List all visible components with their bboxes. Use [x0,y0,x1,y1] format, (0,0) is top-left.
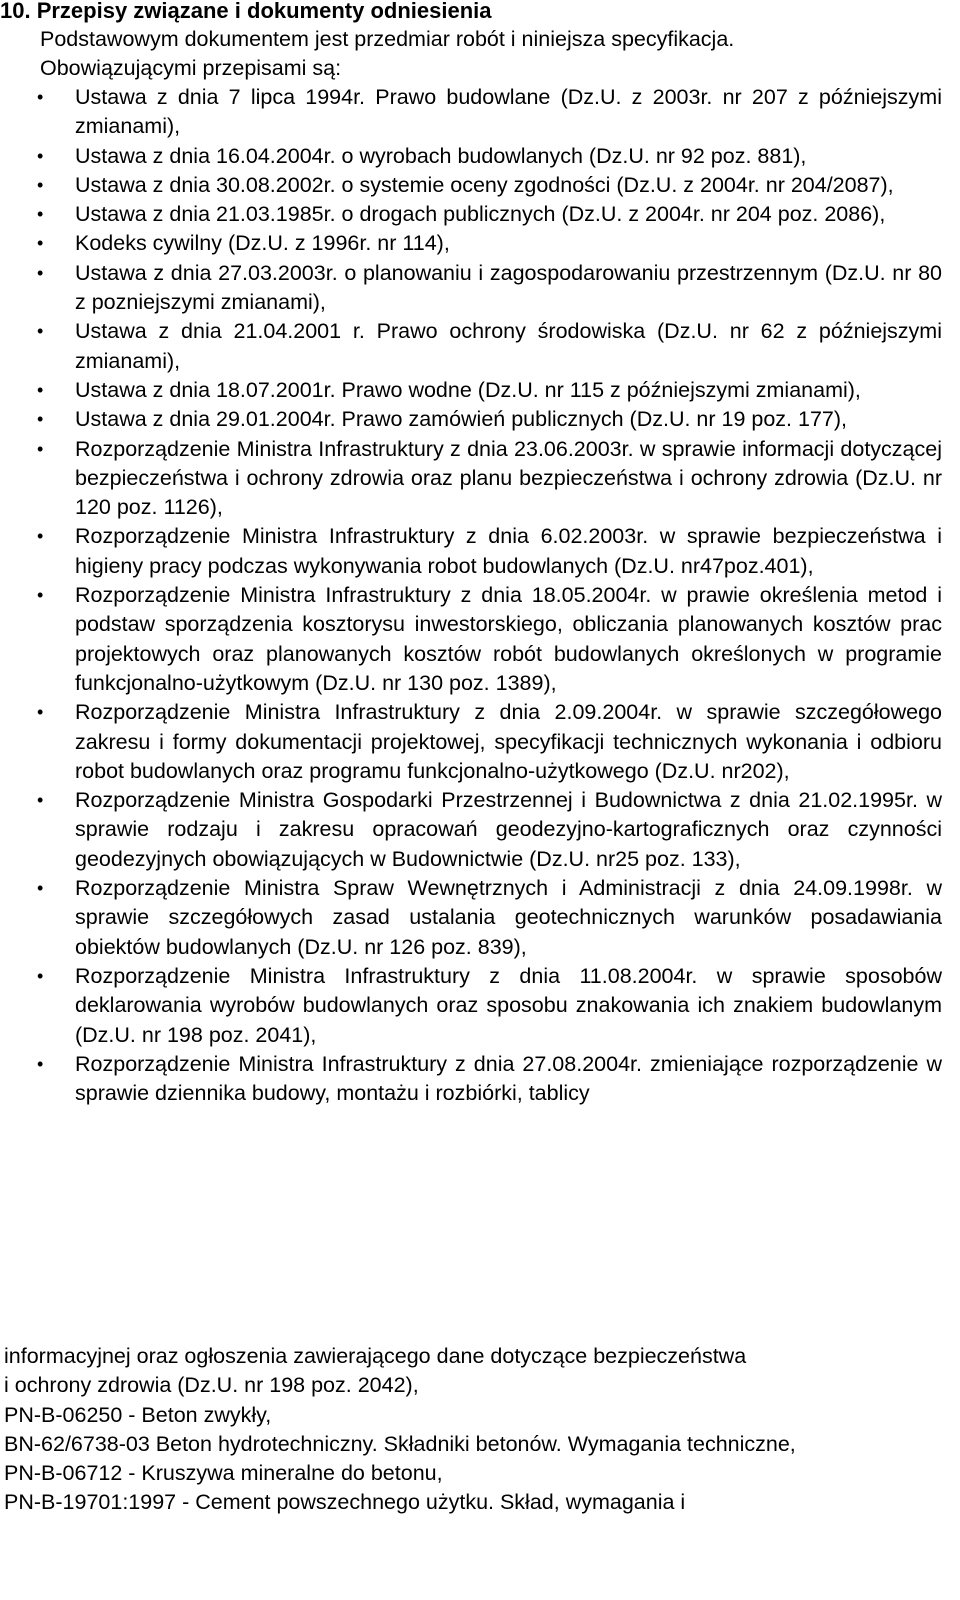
regulation-text: Rozporządzenie Ministra Infrastruktury z dnia 6.02.2003r. w sprawie bezpieczeństwa i higieny pracy podczas wykonywania robot budowlanych (Dz.U. nr47poz.401), [75,524,942,578]
regulation-item [0,142,942,171]
standard-item: PN-B-06712 - Kruszywa mineralne do betonu, [4,1461,443,1486]
bullet-icon: • [37,438,44,459]
continuation-line: informacyjnej oraz ogłoszenia zawierającego dane dotyczące bezpieczeństwa [4,1344,747,1368]
bullet-icon: • [37,526,44,547]
regulation-text: Ustawa z dnia 21.04.2001 r. Prawo ochrony środowiska (Dz.U. nr 62 z późniejszymi zmianami), [75,319,942,373]
regulation-text: Ustawa z dnia 16.04.2004r. o wyrobach budowlanych (Dz.U. nr 92 poz. 881), [75,143,807,168]
bullet-icon: • [37,87,44,107]
regulation-text: Rozporządzenie Ministra Infrastruktury z dnia 18.05.2004r. w prawie określenia metod i podstaw sporządzenia kosztorysu inwestorskiego, obliczania planowanych kosztów prac projektowych oraz planowanych kosztów robót budowlanych określonych w programie funkcjonalno-użytkowym (Dz.U. nr 130 poz. 1389), [75,583,942,695]
bullet-icon: • [37,585,44,606]
regulation-item [0,698,942,786]
regulation-item [0,376,942,405]
regulation-item [0,522,942,581]
continuation-line: i ochrony zdrowia (Dz.U. nr 198 poz. 2042), [4,1373,419,1398]
bullet-icon: • [37,174,44,195]
bullet-icon: • [37,965,44,986]
regulation-text: Ustawa z dnia 7 lipca 1994r. Prawo budowlane (Dz.U. z 2003r. nr 207 z późniejszymi zmianami), [75,85,942,139]
regulation-text: Ustawa z dnia 27.03.2003r. o planowaniu i zagospodarowaniu przestrzennym (Dz.U. nr 80 z pozniejszymi zmianami), [75,260,942,315]
regulation-text: Rozporządzenie Ministra Infrastruktury z dnia 2.09.2004r. w sprawie szczegółowego zakresu i formy dokumentacji projektowej, specyfikacji technicznych wykonania i odbioru robot budowlanych oraz programu funkcjonalno-użytkowego (Dz.U. nr202), [75,700,942,783]
bullet-icon: • [37,204,44,225]
section-heading: 10. Przepisy związane i dokumenty odniesienia [0,0,492,23]
bullet-icon: • [37,145,44,166]
standard-item: BN-62/6738-03 Beton hydrotechniczny. Składniki betonów. Wymagania techniczne, [4,1431,796,1456]
regulation-item [0,1050,942,1109]
regulation-item [0,229,942,258]
bullet-icon: • [37,878,44,899]
regulation-item [0,317,942,376]
regulation-text: Ustawa z dnia 30.08.2002r. o systemie oceny zgodności (Dz.U. z 2004r. nr 204/2087), [75,172,894,197]
regulation-text: Rozporządzenie Ministra Gospodarki Przestrzennej i Budownictwa z dnia 21.02.1995r. w sprawie rodzaju i zakresu opracowań geodezyjno-kartograficznych oraz czynności geodezyjnych obowiązujących w Budownictwie (Dz.U. nr25 poz. 133), [75,788,942,871]
regulation-item [0,874,942,962]
regulation-item [0,405,942,434]
regulations-list [0,83,942,1108]
regulation-text: Rozporządzenie Ministra Infrastruktury z dnia 27.08.2004r. zmieniające rozporządzenie w sprawie dziennika budowy, montażu i rozbiórki, tablicy [75,1051,942,1106]
bullet-icon: • [37,790,44,811]
regulation-item [0,83,942,142]
regulation-item [0,435,942,523]
regulation-text: Ustawa z dnia 29.01.2004r. Prawo zamówień publicznych (Dz.U. nr 19 poz. 177), [75,407,848,432]
intro [40,25,940,84]
regulation-item [0,200,942,229]
regulation-text: Rozporządzenie Ministra Infrastruktury z dnia 23.06.2003r. w sprawie informacji dotyczącej bezpieczeństwa i ochrony zdrowia oraz planu bezpieczeństwa i ochrony zdrowia (Dz.U. nr 120 poz. 1126), [75,436,942,520]
bullet-icon: • [37,262,44,283]
regulation-item [0,962,942,1050]
regulation-text: Rozporządzenie Ministra Spraw Wewnętrznych i Administracji z dnia 24.09.1998r. w sprawie szczegółowych zasad ustalania geotechnicznych warunków posadawiania obiektów budowlanych (Dz.U. nr 126 poz. 839), [75,876,942,959]
regulation-text: Ustawa z dnia 18.07.2001r. Prawo wodne (Dz.U. nr 115 z późniejszymi zmianami), [75,377,861,402]
intro-line: Obowiązującymi przepisami są: [40,56,342,81]
regulation-item [0,581,942,698]
regulation-item [0,259,942,318]
trailing-text [4,1342,944,1518]
bullet-icon: • [37,233,44,254]
bullet-icon: • [37,321,44,342]
regulation-text: Ustawa z dnia 21.03.1985r. o drogach publicznych (Dz.U. z 2004r. nr 204 poz. 2086), [75,202,886,227]
bullet-icon: • [37,409,44,430]
intro-line: Podstawowym dokumentem jest przedmiar robót i niniejsza specyfikacja. [40,27,735,51]
standard-item: PN-B-19701:1997 - Cement powszechnego użytku. Skład, wymagania i [4,1490,686,1515]
regulation-text: Rozporządzenie Ministra Infrastruktury z dnia 11.08.2004r. w sprawie sposobów deklarowania wyrobów budowlanych oraz sposobu znakowania ich znakiem budowlanym (Dz.U. nr 198 poz. 2041), [75,963,942,1047]
regulation-item [0,786,942,874]
bullet-icon: • [37,379,44,400]
bullet-icon: • [37,1053,44,1074]
regulation-item [0,171,942,200]
standard-item: PN-B-06250 - Beton zwykły, [4,1402,272,1427]
regulation-text: Kodeks cywilny (Dz.U. z 1996r. nr 114), [75,231,450,256]
bullet-icon: • [37,702,44,723]
